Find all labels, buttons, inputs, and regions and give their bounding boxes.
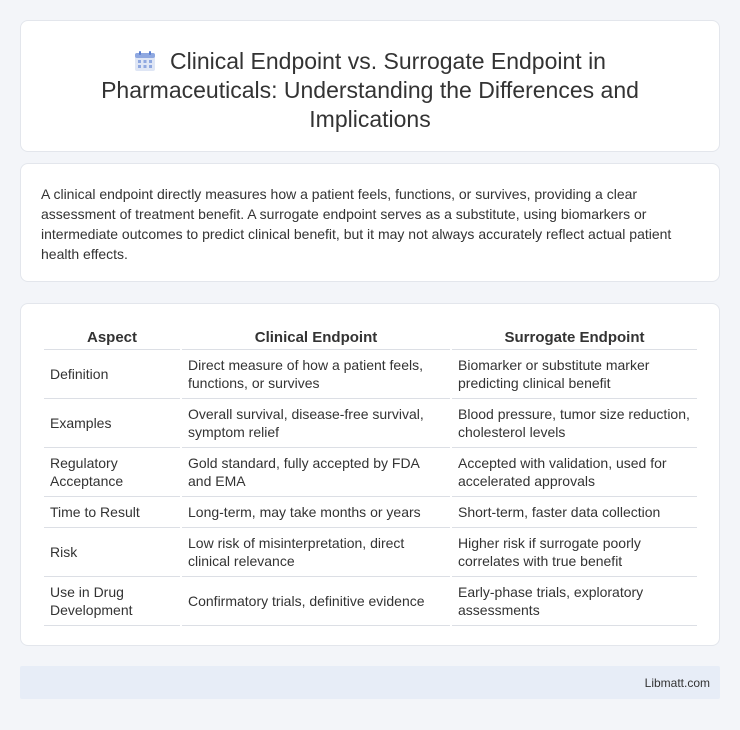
aspect-cell: Risk — [44, 528, 180, 577]
aspect-cell: Examples — [44, 399, 180, 448]
page-title-wrap — [70, 47, 670, 134]
intro-card — [20, 163, 720, 282]
footer-site-link[interactable]: Libmatt.com — [644, 676, 710, 690]
table-row — [44, 577, 697, 626]
calendar-icon — [134, 50, 156, 72]
table-row — [44, 528, 697, 577]
clinical-cell: Gold standard, fully accepted by FDA and EMA — [182, 448, 450, 497]
aspect-cell: Regulatory Acceptance — [44, 448, 180, 497]
comparison-card — [20, 303, 720, 646]
table-row — [44, 350, 697, 399]
aspect-cell: Definition — [44, 350, 180, 399]
surrogate-cell: Accepted with validation, used for accelerated approvals — [452, 448, 697, 497]
header-aspect: Aspect — [44, 324, 180, 350]
title-card — [20, 20, 720, 152]
table-row — [44, 448, 697, 497]
surrogate-cell: Higher risk if surrogate poorly correlates with true benefit — [452, 528, 697, 577]
aspect-cell: Use in Drug Development — [44, 577, 180, 626]
clinical-cell: Direct measure of how a patient feels, functions, or survives — [182, 350, 450, 399]
surrogate-cell: Early-phase trials, exploratory assessments — [452, 577, 697, 626]
surrogate-cell: Short-term, faster data collection — [452, 497, 697, 528]
clinical-cell: Long-term, may take months or years — [182, 497, 450, 528]
table-header-row — [44, 324, 697, 350]
table-row — [44, 399, 697, 448]
footer — [20, 666, 720, 699]
comparison-table — [42, 324, 699, 626]
header-surrogate: Surrogate Endpoint — [452, 324, 697, 350]
aspect-cell: Time to Result — [44, 497, 180, 528]
table-row — [44, 497, 697, 528]
intro-paragraph: A clinical endpoint directly measures how a patient feels, functions, or survives, providing a clear assessment of treatment benefit. A surrogate endpoint serves as a substitute, using biomarkers or intermediate outcomes to predict clinical benefit, but it may not always accurately reflect actual patient health effects. — [41, 186, 672, 262]
page-title: Clinical Endpoint vs. Surrogate Endpoint in Pharmaceuticals: Understanding the Differences and Implications — [101, 48, 639, 132]
clinical-cell: Overall survival, disease-free survival, symptom relief — [182, 399, 450, 448]
header-clinical: Clinical Endpoint — [182, 324, 450, 350]
clinical-cell: Low risk of misinterpretation, direct clinical relevance — [182, 528, 450, 577]
surrogate-cell: Blood pressure, tumor size reduction, cholesterol levels — [452, 399, 697, 448]
clinical-cell: Confirmatory trials, definitive evidence — [182, 577, 450, 626]
surrogate-cell: Biomarker or substitute marker predicting clinical benefit — [452, 350, 697, 399]
